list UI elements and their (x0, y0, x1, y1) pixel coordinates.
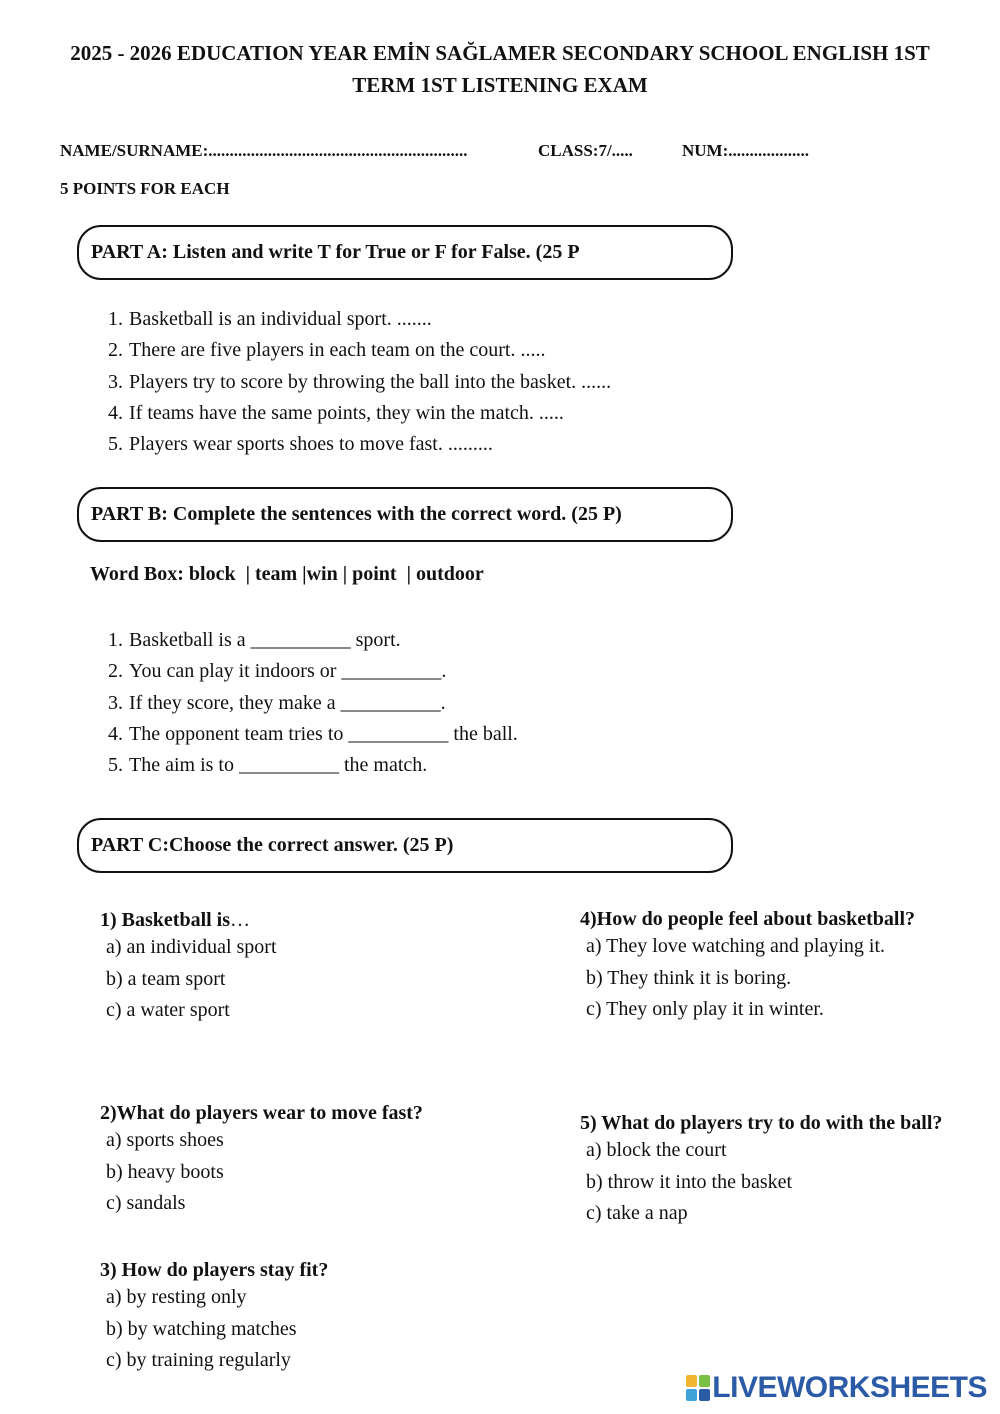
question-3-option-c[interactable]: c) by training regularly (106, 1349, 291, 1371)
item-text[interactable]: There are five players in each team on the court. ..... (129, 339, 546, 362)
question-3-title: 3) How do players stay fit? (100, 1259, 329, 1281)
question-5-title: 5) What do players try to do with the ball? (580, 1112, 943, 1134)
question-3-option-b[interactable]: b) by watching matches (106, 1317, 297, 1340)
question-4 (580, 908, 915, 1026)
item-text[interactable]: Players wear sports shoes to move fast. ......... (129, 433, 493, 456)
question-5 (580, 1112, 942, 1230)
part-c-heading: PART C:Choose the correct answer. (25 P) (77, 818, 733, 873)
part-a-heading: PART A: Listen and write T for True or F for False. (25 P (77, 225, 733, 280)
part-b-heading: PART B: Complete the sentences with the correct word. (25 P) (77, 487, 733, 542)
question-1-ellipsis: … (230, 909, 251, 931)
list-item (108, 398, 611, 429)
item-text[interactable]: If they score, they make a __________. (129, 691, 446, 714)
list-item (108, 429, 611, 460)
liveworksheets-logo-text: LIVEWORKSHEETS (712, 1371, 987, 1404)
item-number: 3. (108, 691, 123, 714)
question-2-option-c[interactable]: c) sandals (106, 1192, 186, 1214)
item-text[interactable]: You can play it indoors or __________. (129, 660, 447, 683)
question-1-title (100, 909, 277, 932)
item-number: 1. (108, 629, 123, 651)
question-3-option-a[interactable]: a) by resting only (106, 1286, 247, 1308)
list-item (108, 335, 611, 366)
question-5-option-c[interactable]: c) take a nap (586, 1202, 688, 1224)
liveworksheets-logo-icon (686, 1375, 710, 1401)
question-1-option-a[interactable]: a) an individual sport (106, 936, 277, 958)
list-item (108, 688, 518, 719)
number-field[interactable]: NUM:................... (682, 141, 810, 160)
item-number: 2. (108, 339, 123, 362)
list-item (108, 625, 518, 656)
part-a-list (108, 304, 611, 460)
exam-title-line-1: 2025 - 2026 EDUCATION YEAR EMİN SAĞLAMER SECONDARY SCHOOL ENGLISH 1ST (70, 41, 930, 65)
question-2-title: 2)What do players wear to move fast? (100, 1102, 423, 1124)
list-item (108, 656, 518, 687)
question-1 (100, 909, 277, 1027)
points-note: 5 POINTS FOR EACH (60, 179, 230, 198)
list-item (108, 719, 518, 750)
item-text[interactable]: The aim is to __________ the match. (129, 754, 428, 777)
question-4-title: 4)How do people feel about basketball? (580, 908, 916, 930)
item-text[interactable]: Basketball is an individual sport. ....... (129, 308, 432, 330)
question-5-option-a[interactable]: a) block the court (586, 1139, 727, 1161)
question-2 (100, 1102, 423, 1220)
question-1-option-c[interactable]: c) a water sport (106, 999, 230, 1021)
part-b-list (108, 625, 518, 781)
liveworksheets-logo[interactable] (686, 1371, 987, 1405)
list-item (108, 750, 518, 781)
name-surname-field[interactable]: NAME/SURNAME:............................................................. (60, 141, 468, 160)
class-field[interactable]: CLASS:7/..... (538, 141, 633, 160)
question-3 (100, 1259, 328, 1377)
item-number: 1. (108, 308, 123, 330)
question-4-option-a[interactable]: a) They love watching and playing it. (586, 935, 885, 957)
item-number: 4. (108, 401, 123, 424)
item-text[interactable]: Players try to score by throwing the ball into the basket. ...... (129, 370, 612, 393)
question-4-option-b[interactable]: b) They think it is boring. (586, 966, 792, 989)
exam-title-line-2: TERM 1ST LISTENING EXAM (352, 73, 648, 97)
item-number: 4. (108, 722, 123, 745)
item-text[interactable]: The opponent team tries to __________ the ball. (129, 722, 518, 745)
item-number: 5. (108, 433, 123, 456)
question-2-option-b[interactable]: b) heavy boots (106, 1160, 224, 1183)
word-box: Word Box: block | team |win | point | outdoor (90, 563, 484, 585)
question-5-option-b[interactable]: b) throw it into the basket (586, 1170, 793, 1193)
item-text[interactable]: If teams have the same points, they win the match. ..... (129, 401, 564, 424)
item-number: 5. (108, 754, 123, 777)
question-2-option-a[interactable]: a) sports shoes (106, 1129, 224, 1151)
list-item (108, 304, 611, 335)
question-1-option-b[interactable]: b) a team sport (106, 967, 226, 990)
item-text[interactable]: Basketball is a __________ sport. (129, 629, 401, 651)
item-number: 2. (108, 660, 123, 683)
item-number: 3. (108, 370, 123, 393)
question-4-option-c[interactable]: c) They only play it in winter. (586, 998, 824, 1020)
question-1-title-text: 1) Basketball is (100, 909, 231, 931)
list-item (108, 367, 611, 398)
